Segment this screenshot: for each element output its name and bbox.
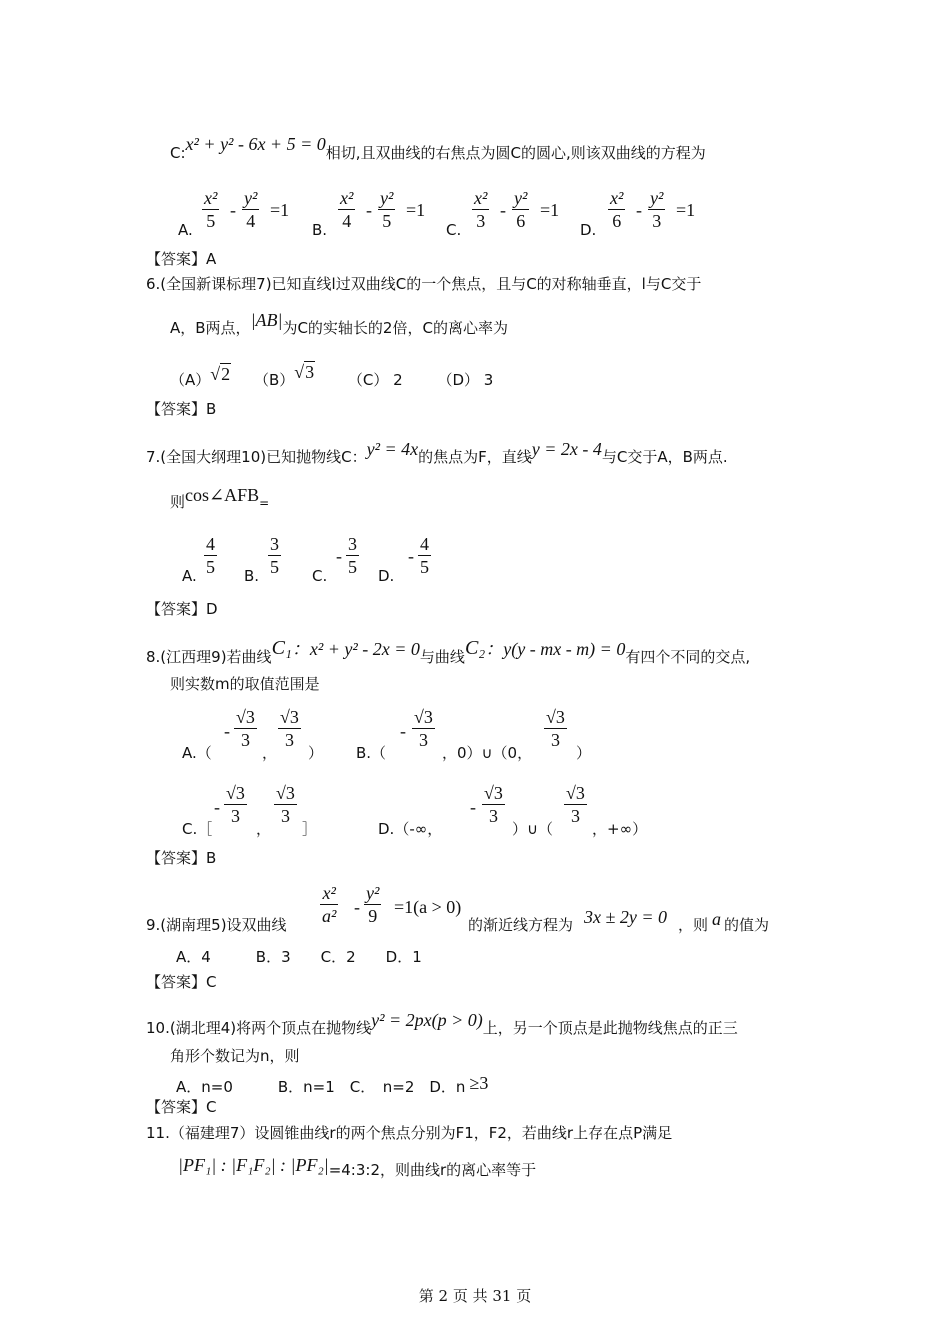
q8-answer: 【答案】B [146,849,217,867]
q10-line1: 10.(湖北理4)将两个顶点在抛物线y² = 2px(p > 0)上，另一个顶点是此抛物线焦点的正三 [146,1010,738,1037]
q6-options [170,362,494,389]
q6-option-b-sqrt: √3 [294,362,315,382]
q5-prefix: C: [170,144,186,162]
q8-option-b: B.（ - $\frac{√3}{3}$ ，0）∪（0， $\frac{√3}{3}$ ） [356,707,592,762]
q8-circle-equation: ：x² + y² - 2x = 0 [291,639,420,659]
q8-line1: 8.(江西理9)若曲线C₁：x² + y² - 2x = 0与曲线C₂：y(y - mx - m) = 0有四个不同的交点, [146,637,751,666]
q8-option-a: A.（ - $\frac{√3}{3}$ ， $\frac{√3}{3}$ ） [182,707,324,762]
q6-line1: 6.(全国新课标理7)已知直线l过双曲线C的一个焦点，且与C的对称轴垂直，l与C交于 [146,275,702,293]
q5-answer: 【答案】A [146,250,217,268]
q9-answer: 【答案】C [146,973,217,991]
q11-line1: 11.（福建理7）设圆锥曲线r的两个焦点分别为F1，F2，若曲线r上存在点P满足 [146,1124,673,1142]
q6-ab-abs: |AB| [250,310,283,330]
q6-option-b-label: （B） [253,371,295,389]
q7-answer: 【答案】D [146,600,218,618]
q8-curve-c2: C₂ [464,637,486,659]
q11-ratio: |PF₁| : |F₁F₂| : |PF₂| [178,1155,329,1175]
q5-line [170,134,706,162]
q11-line2: |PF₁| : |F₁F₂| : |PF₂|=4:3:2，则曲线r的离心率等于 [178,1155,537,1179]
q9-line: 9.(湖南理5)设双曲线 $\frac{\text{x²}}{\text{a²}}$ - $\frac{\text{y²}}{9}$ =1(a > 0) 的渐近线方程为 3x ± 2y = 0 ，则 a 的值为 [146,883,770,934]
q6-answer: 【答案】B [146,400,217,418]
q6-option-a-label: （A） [170,371,211,389]
q8-line2: 则实数m的取值范围是 [170,675,320,693]
q5-text: 相切,且双曲线的右焦点为圆C的圆心,则该双曲线的方程为 [325,144,706,162]
q8-curve-c1: C₁ [271,637,292,659]
q7-line-equation: y = 2x - 4 [531,439,602,459]
q6-option-c: （C） 2 [347,371,403,389]
q5-circle-equation: x² + y² - 6x + 5 = 0 [185,134,326,154]
q10-parabola: y² = 2px(p > 0) [371,1010,483,1030]
q6-option-d: （D） 3 [437,371,494,389]
q9-options: A．4 B．3 C．2 D．1 [176,948,422,966]
q7-cos-afb: cos∠AFB [185,485,260,505]
q6-option-a-sqrt: √2 [210,364,231,384]
q10-line2: 角形个数记为n，则 [170,1047,300,1065]
q9-asymptote: 3x ± 2y = 0 [584,907,668,927]
q8-lines-equation: ：y(y - mx - m) = 0 [485,639,626,659]
q6-line2: A，B两点，|AB|为C的实轴长的2倍，C的离心率为 [170,310,508,337]
q10-options: A．n=0 B．n=1 C． n=2 D．n ≥3 [176,1073,489,1096]
page-number: 第 2 页 共 31 页 [418,1287,532,1305]
q8-option-d: D.（-∞， - $\frac{√3}{3}$ ）∪（ $\frac{√3}{3}$ ，+∞） [378,783,648,838]
q7-parabola: y² = 4x [366,439,419,459]
q7-line2: 则cos∠AFB= [170,485,270,511]
q8-option-c: C.［ - $\frac{√3}{3}$ ， $\frac{√3}{3}$ ］ [182,783,318,838]
q10-answer: 【答案】C [146,1098,217,1116]
q7-line1: 7.(全国大纲理10)已知抛物线C：y² = 4x的焦点为F，直线y = 2x - 4与C交于A，B两点. [146,439,728,466]
q9-rhs: =1(a > 0) [394,897,462,917]
q9-frac-y: $\frac{\text{y²}}{9}$ [366,883,380,926]
q9-frac-x: $\frac{\text{x²}}{\text{a²}}$ [322,883,337,926]
